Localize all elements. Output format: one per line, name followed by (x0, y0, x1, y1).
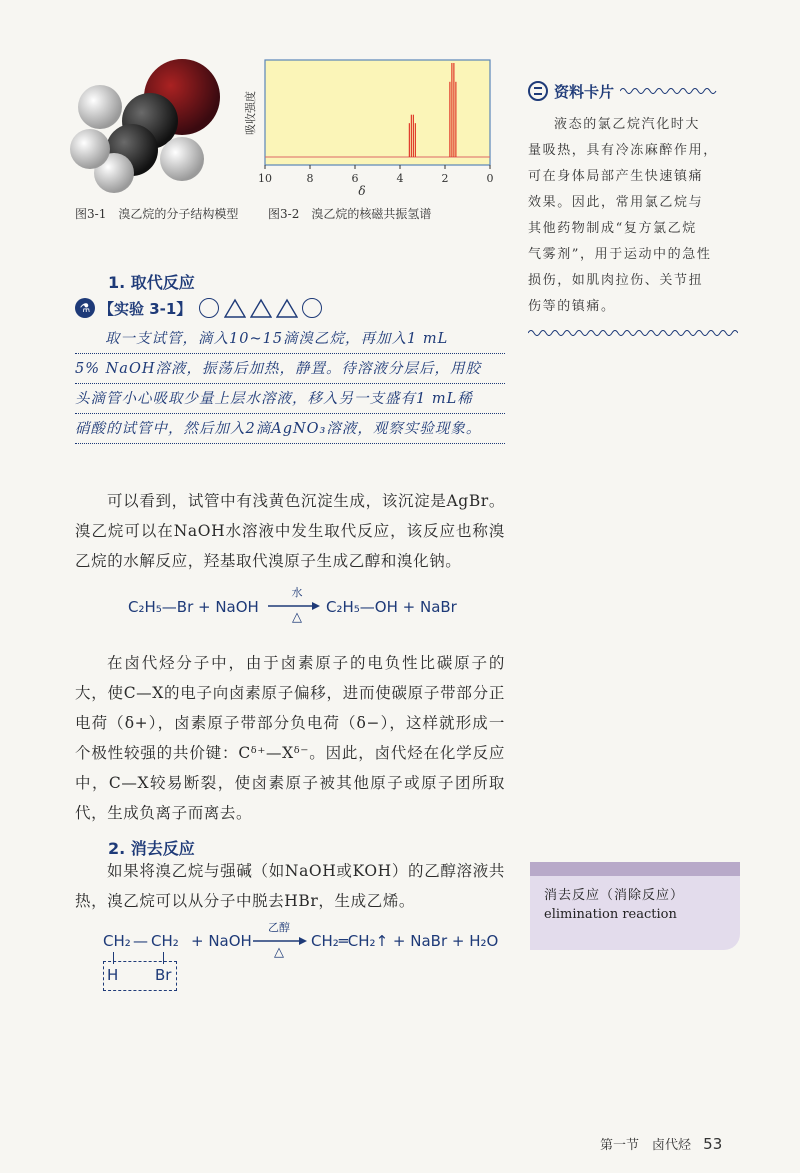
info-card (528, 78, 738, 338)
card-body (528, 112, 738, 320)
molecule-model (70, 55, 230, 195)
card-title: 资料卡片 (554, 82, 615, 101)
eq2-condition-top: 乙醇 (268, 921, 290, 934)
paragraph-polarity: 在卤代烃分子中，由于卤素原子的电负性比碳原子的大，使C—X的电子向卤素原子偏移，进而使碳原子带部分正电荷（δ+），卤素原子带部分负电荷（δ−），这样就形成一个极性较强的共价键：Cᵟ⁺—Xᵟ⁻。因此，卤代烃在化学反应中，C—X较易断裂，使卤素原子被其他原子或原子团所取代，生成负离子而离去。 (75, 654, 505, 822)
card-line: 伤等的镇痛。 (528, 299, 616, 314)
card-line: 气雾剂”，用于运动中的急性 (528, 247, 712, 262)
nmr-tick-label: 4 (396, 172, 404, 185)
nmr-tick-label: 10 (258, 172, 272, 185)
eq2-bond: — (133, 932, 148, 950)
card-line: 可在身体局部产生快速镇痛 (528, 169, 704, 184)
hand-wash-icon (302, 298, 322, 318)
figure-3-1-caption: 图3-1 溴乙烷的分子结构模型 (75, 207, 239, 221)
nmr-tick-label: 0 (486, 172, 494, 185)
eq2-ch2-b: CH₂ (151, 932, 179, 950)
section-1-title: 1. 取代反应 (108, 273, 195, 292)
card-line: 其他药物制成“复方氯乙烷 (528, 221, 697, 236)
sidenote-box (530, 862, 740, 950)
experiment-line: 头滴管小心吸取少量上层水溶液，移入另一支盛有1 mL稀 (75, 384, 505, 414)
page-number: 53 (703, 1135, 723, 1153)
card-wave-top (620, 86, 718, 96)
goggles-icon (199, 298, 219, 318)
equation-elimination (103, 921, 513, 994)
sidenote-cn: 消去反应（消除反应） (544, 888, 685, 903)
experiment-header (75, 296, 322, 320)
nmr-tick-label: 6 (351, 172, 359, 185)
nmr-tick-label: 8 (306, 172, 314, 185)
footer-section: 第一节 卤代烃 (600, 1138, 692, 1153)
section-2-title: 2. 消去反应 (108, 839, 195, 858)
nmr-chart (240, 55, 500, 200)
experiment-label: 【实验 3-1】 (99, 299, 192, 318)
card-icon (528, 81, 548, 101)
footer (600, 1134, 760, 1153)
fire-warning-icon (276, 298, 298, 318)
heating-warning-icon (224, 298, 246, 318)
eq1-condition-bottom: △ (292, 610, 302, 625)
card-wave-bottom (528, 328, 738, 338)
figure-3-2-caption: 图3-2 溴乙烷的核磁共振氢谱 (268, 207, 432, 221)
eq2-h: H (107, 966, 119, 984)
caution-icon (250, 298, 272, 318)
nmr-ylabel: 吸收强度 (244, 91, 257, 135)
experiment-line: 硝酸的试管中，然后加入2滴AgNO₃溶液，观察实验现象。 (75, 414, 505, 444)
eq2-plus-naoh: + NaOH (191, 932, 252, 950)
experiment-line: 5% NaOH溶液，振荡后加热，静置。待溶液分层后，用胶 (75, 354, 505, 384)
paragraph-substitution-result: 可以看到，试管中有浅黄色沉淀生成，该沉淀是AgBr。溴乙烷可以在NaOH水溶液中发生取代反应，该反应也称溴乙烷的水解反应，羟基取代溴原子生成乙醇和溴化钠。 (75, 492, 505, 570)
card-line: 损伤，如肌肉拉伤、关节扭 (528, 273, 704, 288)
eq1-right: C₂H₅—OH + NaBr (326, 598, 457, 616)
card-line: 量吸热，具有冷冻麻醉作用， (528, 143, 718, 158)
eq2-condition-bottom: △ (274, 945, 284, 960)
sidenote-en: elimination reaction (544, 907, 677, 922)
eq1-left: C₂H₅—Br + NaOH (128, 598, 259, 616)
equation-hydrolysis (128, 586, 488, 630)
card-line: 效果。因此，常用氯乙烷与 (528, 195, 704, 210)
experiment-text (75, 324, 505, 444)
card-line: 液态的氯乙烷汽化时大 (554, 117, 701, 132)
experiment-line: 取一支试管，滴入10~15滴溴乙烷，再加入1 mL (75, 324, 505, 354)
eq2-right: CH₂═CH₂↑ + NaBr + H₂O (311, 932, 499, 950)
paragraph-elimination: 如果将溴乙烷与强碱（如NaOH或KOH）的乙醇溶液共热，溴乙烷可以从分子中脱去HBr，生成乙烯。 (75, 862, 505, 910)
eq2-ch2-a: CH₂ (103, 932, 131, 950)
nmr-tick-label: 2 (441, 172, 449, 185)
eq2-br: Br (155, 966, 172, 984)
sidenote-header-bar (530, 862, 740, 876)
nmr-xlabel: δ (358, 184, 366, 198)
experiment-icon: ⚗ (75, 298, 95, 318)
eq1-condition-top: 水 (291, 586, 303, 599)
